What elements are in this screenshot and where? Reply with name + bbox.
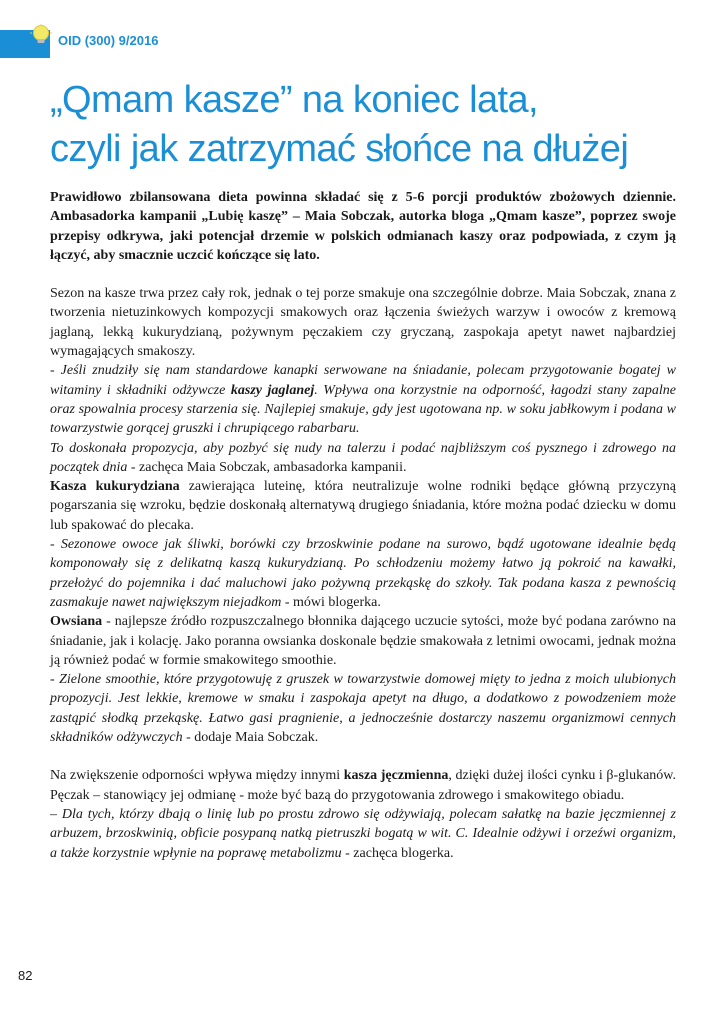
title-line-1: „Qmam kasze” na koniec lata, xyxy=(50,79,538,121)
paragraph-owsiana: Owsiana - najlepsze źródło rozpuszczalnego błonnika dającego uczucie sytości, może być podana zarówno na śniadanie, jak i kolację. Jako poranna owsianka doskonale będzie smakowała z letnimi owocami, jednak można ją również podać w formie smakowitego smoothie. xyxy=(50,614,676,668)
issue-label: OID (300) 9/2016 xyxy=(58,33,159,48)
page-number: 82 xyxy=(18,968,33,983)
title-line-2: czyli jak zatrzymać słońce na dłużej xyxy=(50,128,629,170)
paragraph-kukurydziana: Kasza kukurydziana zawierająca luteinę, która neutralizuje wolne rodniki będące główną przyczyną pogarszania się wzroku, będzie doskonałą alternatywą drugiego śniadania, które można podać dziecku w domu lub spakować do plecaka. xyxy=(50,479,676,533)
quote-jeczmienna: – Dla tych, którzy dbają o linię lub po prostu zdrowo się odżywiają, polecam sałatkę na bazie jęczmiennej z arbuzem, brzoskwinią, obficie posypaną natką pietruszki bogatą w wit. C. Idealnie odżywi i orzeźwi organizm, a także korzystnie wpłynie na poprawę metabolizmu - zachęca blogerka. xyxy=(50,806,676,861)
quote-owsiana: - Zielone smoothie, które przygotowuję z gruszek w towarzystwie domowej mięty to jedna z moich ulubionych propozycji. Jest lekkie, kremowe w smaku i zaspokaja apetyt na długo, a dodatkowo z powodzeniem może zastąpić słodką przekąskę. Łatwo gasi pragnienie, a jednocześnie dostarczy naszemu organizmowi cennych składników odżywczych - dodaje Maia Sobczak. xyxy=(50,672,676,746)
lightbulb-icon xyxy=(30,24,52,46)
quote-jaglana: - Jeśli znudziły się nam standardowe kanapki serwowane na śniadanie, polecam przygotowanie bogatej w witaminy i składniki odżywcze kaszy jaglanej. Wpływa ona korzystnie na odporność, łagodzi stany zapalne oraz spowalnia procesy starzenia się. Najlepiej smakuje, gdy jest ugotowana np. w soku jabłkowym i podana w towarzystwie gorącej gruszki i chrupiącego rabarbaru. To doskonała propozycja, aby pozbyć się nudy na talerzu i podać najbliższym coś pysznego i zdrowego na początek dnia - zachęca Maia Sobczak, ambasadorka kampanii. xyxy=(50,363,676,475)
paragraph-jeczmienna: Na zwiększenie odporności wpływa między innymi kasza jęczmienna, dzięki dużej ilości cynku i β-glukanów. Pęczak – stanowiący jej odmianę - może być bazą do przygotowania zdrowego i smakowitego obiadu. xyxy=(50,768,676,803)
page-title xyxy=(50,76,700,174)
quote-kukurydziana: - Sezonowe owoce jak śliwki, borówki czy brzoskwinie podane na surowo, bądź ugotowane idealnie będą komponowały się z delikatną kaszą kukurydzianą. Po schłodzeniu możemy łatwo ją pokroić na kawałki, przełożyć do pojemnika i dać maluchowi jako pożywną przekąskę do szkoły. Tak podana kasza z pewnością zasmakuje nawet największym niejadkom - mówi blogerka. xyxy=(50,537,676,610)
lead-paragraph: Prawidłowo zbilansowana dieta powinna składać się z 5-6 porcji produktów zbożowych dziennie. Ambasadorka kampanii „Lubię kaszę” – Maia Sobczak, autorka bloga „Qmam kasze”, poprzez swoje przepisy odkrywa, jaki potencjał drzemie w polskich odmianach kaszy oraz podpowiada, z czym ją łączyć, aby smacznie uczcić kończące się lato. xyxy=(50,190,676,263)
intro-paragraph: Sezon na kasze trwa przez cały rok, jednak o tej porze smakuje ona szczególnie dobrze. Maia Sobczak, znana z tworzenia nietuzinkowych kompozycji smakowych oraz łączenia świeżych warzyw i owoców z kremową jaglaną, lekką kukurydzianą, pożywnym pęczakiem czy gryczaną, zaspokaja apetyt nawet najbardziej wymagających smakoszy. xyxy=(50,286,676,360)
article-body xyxy=(50,188,676,863)
